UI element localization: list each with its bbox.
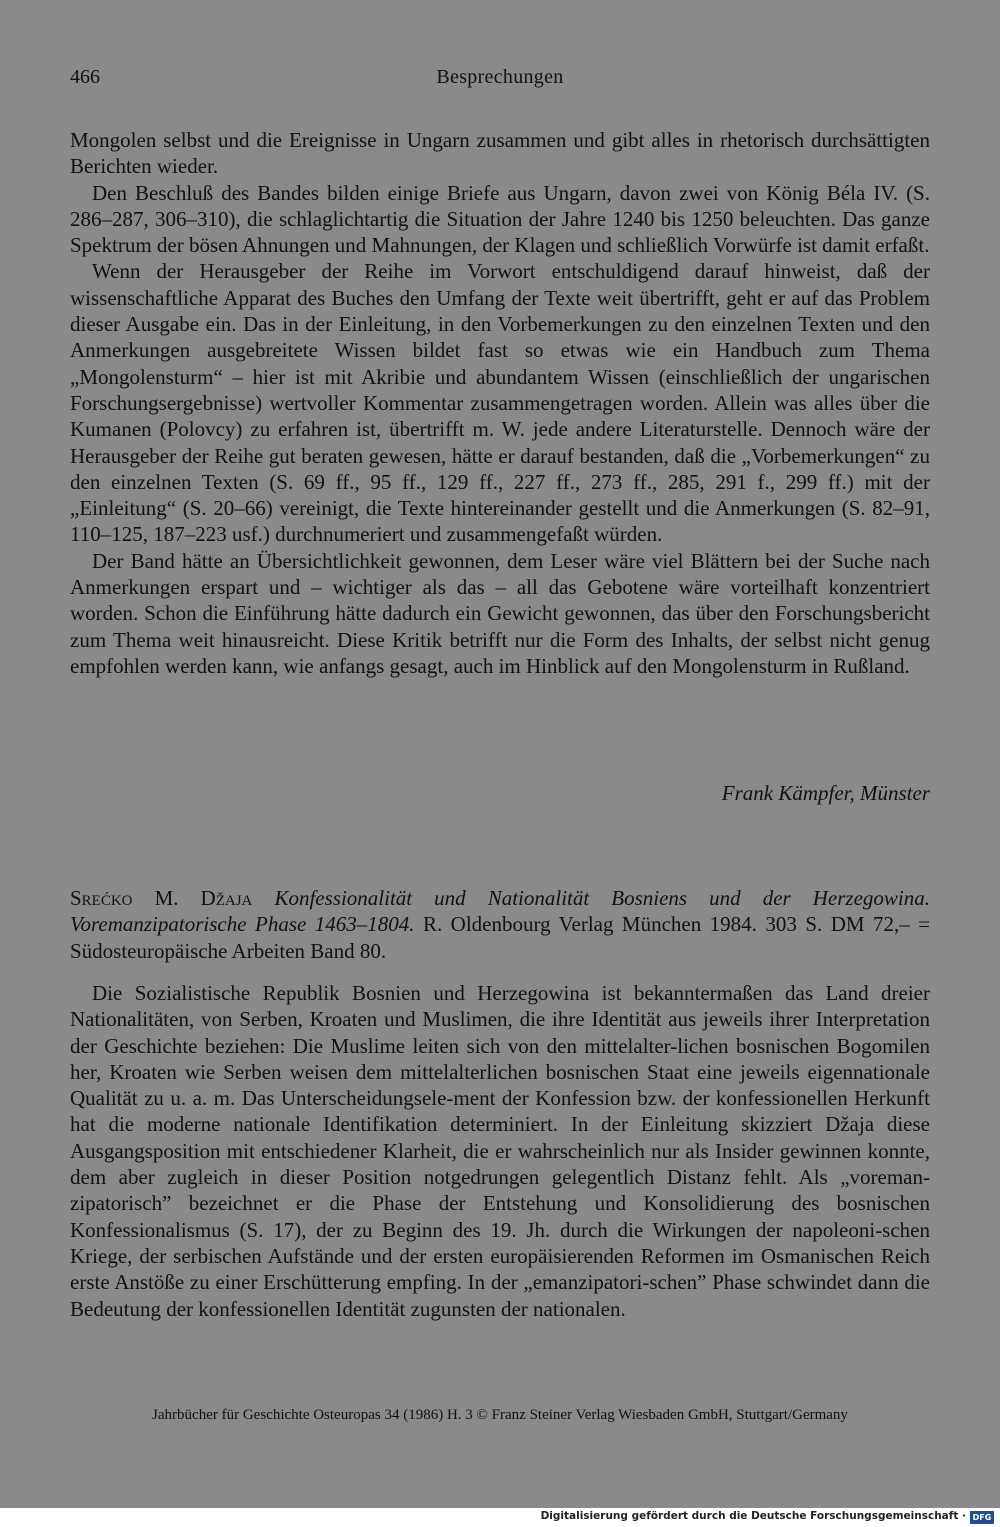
- review2-paragraph-1: Die Sozialistische Republik Bosnien und Herzegowina ist bekanntermaßen das Land dreier Nationalitäten, von Serben, Kroaten und Muslimen, die ihre Identität aus jeweils ihrer Interpretation der Geschichte beziehen: Die Muslime leiten sich von den mittelalter-lichen bosnischen Bogomilen her, Kroaten wie Serben weisen dem mittelalterlichen bosnischen Staat eine jeweils eigennationale Qualität zu u. a. m. Das Unterscheidungsele-ment der Konfession bzw. der konfessionellen Herkunft hat die moderne nationale Identifikation determiniert. In der Einleitung skizziert Džaja diese Ausgangsposition mit entschiedener Klarheit, die er wahrscheinlich nur als Insider gewinnen konnte, dem aber zugleich in dieser Position notgedrungen gelegentlich Distanz fehlt. Als „voreman-zipatorisch” bezeichnet er die Phase der Entstehung und Konsolidierung des bosnischen Konfessionalismus (S. 17), der zu Beginn des 19. Jh. durch die Wirkungen der napoleoni-schen Kriege, der serbischen Aufstände und der ersten europäisierenden Reformen im Osmanischen Reich erste Anstöße zu einer Erschütterung empfing. In der „emanzipatori-schen” Phase schwindet dann die Bedeutung der konfessionellen Identität zugunsten der nationalen.: [70, 981, 930, 1321]
- dfg-logo-icon[interactable]: DFG: [970, 1511, 994, 1524]
- review1-paragraph-4: Der Band hätte an Übersichtlichkeit gewonnen, dem Leser wäre viel Blättern bei der Suche nach Anmerkungen erspart und – wichtiger als das – all das Gebotene wäre vorteilhaft konzentriert worden. Schon die Einführung hätte dadurch ein Gewicht gewonnen, das über den Forschungsbericht zum Thema weit hinausreicht. Diese Kritik betrifft nur die Form des Inhalts, der selbst nicht genug empfohlen werden kann, wie anfangs gesagt, auch im Hinblick auf den Mongolensturm in Rußland.: [70, 548, 930, 678]
- review1-paragraph-3: Wenn der Herausgeber der Reihe im Vorwort entschuldigend darauf hinweist, daß der wissenschaftliche Apparat des Buches den Umfang der Texte weit übertrifft, geht er auf das Problem dieser Ausgabe ein. Das in der Einleitung, in den Vorbemerkungen zu den einzelnen Texten und den Anmerkungen ausgebreitete Wissen bildet fast so etwas wie ein Handbuch zum Thema „Mongolensturm“ – hier ist mit Akribie und abundantem Wissen (einschließlich der ungarischen Forschungsergebnisse) wertvoller Kommentar zusammengetragen worden. Allein was alles über die Kumanen (Polovcy) zu erfahren ist, übertrifft m. W. jede andere Literaturstelle. Dennoch wäre der Herausgeber der Reihe gut beraten gewesen, hätte er darauf bestanden, daß die „Vorbemerkungen“ zu den einzelnen Texten (S. 69 ff., 95 ff., 129 ff., 227 ff., 273 ff., 285, 291 f., 299 ff.) mit der „Einleitung“ (S. 20–66) vereinigt, die Texte hintereinander gestellt und die Anmerkungen (S. 82–91, 110–125, 187–223 usf.) durchnumeriert und zusammengefaßt würden.: [70, 259, 930, 547]
- book-author: Srećko M. Džaja: [70, 886, 253, 910]
- bibliographic-entry: [70, 885, 930, 964]
- funding-notice: Digitalisierung gefördert durch die Deutsche Forschungsgemeinschaft ·: [540, 1510, 966, 1522]
- running-title: Besprechungen: [436, 66, 564, 88]
- review-kaempfer-text: [70, 127, 930, 679]
- review-dzaja-text: [70, 980, 930, 1322]
- funding-bar: [0, 1508, 1000, 1527]
- reviewer-signature: Frank Kämpfer, Münster: [721, 781, 930, 805]
- journal-citation-footer: Jahrbücher für Geschichte Osteuropas 34 (1986) H. 3 © Franz Steiner Verlag Wiesbaden GmbH, Stuttgart/Germany: [152, 1407, 848, 1423]
- book-publication-details: R. Oldenbourg Verlag München 1984. 303 S. DM 72,– = Südosteuropäische Arbeiten Band 80.: [70, 912, 931, 963]
- review1-paragraph-2: Den Beschluß des Bandes bilden einige Briefe aus Ungarn, davon zwei von König Béla IV. (S. 286–287, 306–310), die schlaglichtartig die Situation der Jahre 1240 bis 1250 beleuchten. Das ganze Spektrum der bösen Ahnungen und Mahnungen, der Klagen und schließlich Vorwürfe ist damit erfaßt.: [70, 180, 930, 258]
- page-number: 466: [70, 66, 100, 88]
- review1-paragraph-1: Mongolen selbst und die Ereignisse in Ungarn zusammen und gibt alles in rhetorisch durchsättigten Berichten wieder.: [70, 128, 930, 179]
- book-title: Konfessionalität und Nationalität Bosniens und der Herzegowina. Voremanzipatorische Phase 1463–1804.: [70, 886, 930, 937]
- page-header: [70, 66, 930, 94]
